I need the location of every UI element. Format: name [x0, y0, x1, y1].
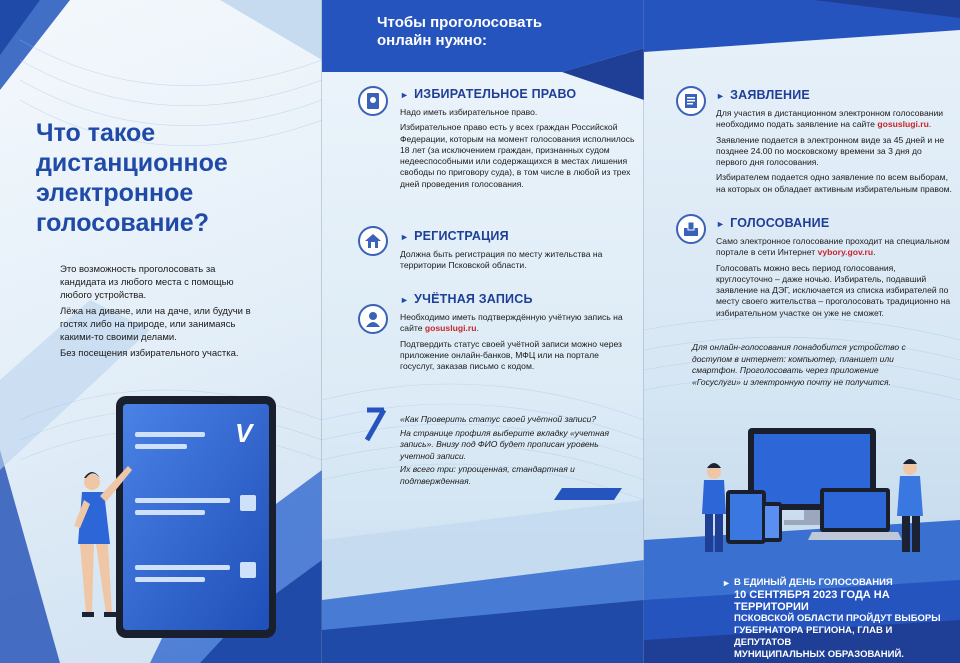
vybory-link[interactable]: vybory.gov.ru — [817, 247, 874, 258]
section-text: Подтвердить статус своей учётной записи можно через приложение онлайн-банков, МФЦ или на портале госуслуг, заказав письмо с кодом. — [400, 338, 623, 372]
arrow-icon: ► — [716, 219, 726, 229]
section-text: Голосовать можно весь период голосования, круглосуточно – даже ночью. Избиратель, подавший заявление на ДЭГ, исключается из списка избирателей по месту своего жительства – проголосовать традиционно на избирательном участке он уже не сможет. — [716, 262, 951, 318]
header-line: Чтобы проголосовать — [377, 14, 543, 31]
description-paragraph: Это возможность проголосовать за кандидата из любого места с помощью любого устройства. — [60, 264, 234, 301]
text-part: Для участия в дистанционном электронном голосовании необходимо подать заявление на сайте — [716, 108, 944, 130]
ballot-icon — [676, 214, 706, 244]
section-title: УЧЁТНАЯ ЗАПИСЬ — [414, 292, 533, 306]
header-line: онлайн нужно: — [377, 32, 487, 49]
passport-icon — [358, 86, 388, 116]
section-title: ГОЛОСОВАНИЕ — [730, 216, 830, 230]
document-icon — [676, 86, 706, 116]
title-line: дистанционное — [36, 149, 228, 177]
section-application — [716, 88, 952, 199]
note-text: Для онлайн-голосования понадобится устройство с доступом в интернет: компьютер, планшет или смартфон. Проголосовать через приложение «Госуслуги» и электронную почту не получится. — [692, 342, 906, 387]
user-icon — [358, 304, 388, 334]
text-part: Необходимо иметь подтверждённую учётную запись на сайте — [400, 312, 623, 334]
note-text: Их всего три: упрощенная, стандартная и подтвержденная. — [400, 464, 575, 486]
panel-what-is-evoting — [0, 0, 322, 663]
banner-arrow-icon: ► — [722, 578, 731, 588]
section-text — [400, 312, 635, 335]
text-part: . — [873, 247, 876, 258]
section-voting — [716, 216, 952, 323]
section-registration — [400, 229, 635, 276]
note-text: На странице профиля выберите вкладку «учетная запись». Внизу под ФИО будет прописан уровень учетной записи. — [400, 427, 610, 461]
tablet-illustration — [0, 0, 322, 663]
section-account — [400, 292, 635, 376]
section-text: Заявление подается в электронном виде за 45 дней и не позднее 24.00 по московскому времени за 3 дня до первого дня голосования. — [716, 134, 945, 168]
gosuslugi-link[interactable]: gosuslugi.ru — [424, 323, 477, 334]
text-part: . — [928, 119, 932, 130]
section-text: Надо иметь избирательное право. — [400, 107, 538, 117]
section-title: РЕГИСТРАЦИЯ — [414, 229, 509, 243]
section-suffrage — [400, 87, 635, 194]
arrow-icon: ► — [400, 232, 410, 242]
banner-line: ГУБЕРНАТОРА РЕГИОНА, ГЛАВ И ДЕПУТАТОВ — [734, 625, 893, 648]
text-part: Само электронное голосование проходит на специальном портале в сети Интернет — [716, 236, 950, 258]
text-part: . — [476, 323, 479, 334]
panel2-header — [377, 14, 542, 50]
panel-application-voting — [644, 0, 960, 663]
section-title: ИЗБИРАТЕЛЬНОЕ ПРАВО — [414, 87, 577, 101]
house-icon — [358, 226, 388, 256]
arrow-icon: ► — [400, 295, 410, 305]
note-question: «Как Проверить статус своей учётной записи? — [400, 414, 597, 424]
arrow-icon: ► — [716, 91, 726, 101]
banner-line: 10 СЕНТЯБРЯ 2023 ГОДА НА ТЕРРИТОРИИ — [734, 589, 890, 613]
section-text: Избирательное право есть у всех граждан Российской Федерации, которым на момент голосования исполнилось 18 лет (за исключением граждан, признанных судом недееспособными или содержащихся в местах лишения свободы по приговору суда), в том числе в любой из трех дней проведения голосования. — [400, 122, 635, 189]
title-line: голосование? — [36, 209, 209, 237]
banner-line: МУНИЦИПАЛЬНЫХ ОБРАЗОВАНИЙ. — [734, 649, 904, 660]
section-text: Должна быть регистрация по месту жительства на территории Псковской области. — [400, 249, 603, 271]
status-note — [400, 414, 618, 489]
section-text — [716, 108, 952, 131]
arrow-icon: ► — [400, 90, 410, 100]
election-day-banner — [722, 577, 944, 661]
panel-how-to-vote — [322, 0, 644, 663]
gosuslugi-link[interactable]: gosuslugi.ru — [877, 119, 929, 130]
description-paragraph: Лёжа на диване, или на даче, или будучи в гостях либо на природе, или занимаясь какими-то своими делами. — [60, 306, 251, 343]
devices-note — [692, 342, 920, 390]
section-text — [716, 236, 952, 259]
title-line: электронное — [36, 179, 194, 207]
title-line: Что такое — [36, 119, 156, 147]
tablet-check-logo: V — [235, 418, 253, 448]
banner-line: В ЕДИНЫЙ ДЕНЬ ГОЛОСОВАНИЯ — [734, 577, 893, 588]
section-text: Избирателем подается одно заявление по всем выборам, на которых он обладает активным избирательным правом. — [716, 172, 952, 194]
description-paragraph: Без посещения избирательного участка. — [60, 348, 239, 359]
section-title: ЗАЯВЛЕНИЕ — [730, 88, 810, 102]
banner-line: ПСКОВСКОЙ ОБЛАСТИ ПРОЙДУТ ВЫБОРЫ — [734, 613, 941, 624]
